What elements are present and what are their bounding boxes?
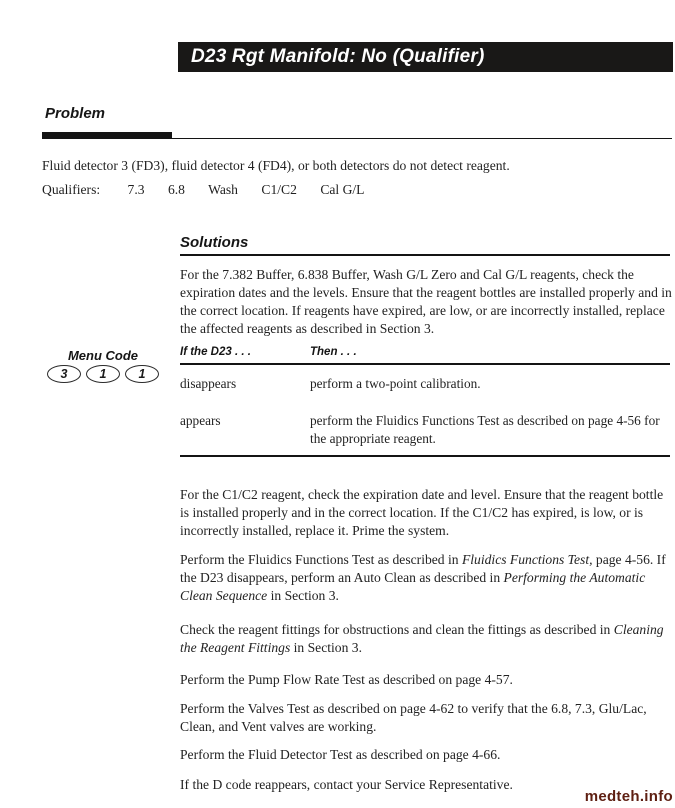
table-row-if-cell: disappears — [180, 376, 237, 391]
menu-key-oval — [47, 365, 81, 383]
menu-key-oval — [86, 365, 120, 383]
table-bottom-rule — [180, 455, 670, 457]
decision-table — [180, 344, 670, 459]
paragraph-service-representative: If the D code reappears, contact your Service Representative. — [180, 777, 513, 792]
qualifier-value: Cal G/L — [320, 182, 365, 197]
qualifier-value: Wash — [208, 182, 238, 197]
paragraph-pump-flow-rate: Perform the Pump Flow Rate Test as described on page 4-57. — [180, 672, 513, 687]
qualifiers-label: Qualifiers: — [42, 182, 101, 197]
menu-key-digit: 1 — [99, 366, 107, 381]
problem-description: Fluid detector 3 (FD3), fluid detector 4 (FD4), or both detectors do not detect reagent. — [42, 158, 510, 173]
paragraph-buffer-reagents: For the 7.382 Buffer, 6.838 Buffer, Wash G/L Zero and Cal G/L reagents, check the expiration dates and the levels. Ensure that the reagent bottles are installed properly and in the correct location. If reagents have expired, are low, or are incorrectly installed, replace the affected reagents as described in Section 3. — [180, 267, 672, 336]
qualifier-value: 6.8 — [167, 182, 185, 197]
text-segment-italic: Cleaning the Reagent Fittings — [180, 622, 664, 655]
text-segment: Perform the Fluidics Functions Test as described in — [180, 552, 462, 567]
table-row-then-cell: perform a two-point calibration. — [310, 376, 481, 391]
menu-key-oval — [125, 365, 159, 383]
table-row-if-cell: appears — [180, 413, 221, 428]
table-header-rule — [180, 363, 670, 365]
text-segment: Check the reagent fittings for obstructions and clean the fittings as described in — [180, 622, 614, 637]
qualifier-value: 7.3 — [127, 182, 145, 197]
problem-heading: Problem — [45, 105, 106, 122]
text-segment-italic: Performing the Automatic Clean Sequence — [180, 570, 646, 603]
solutions-heading-rule — [180, 254, 670, 256]
rule-thin-segment — [42, 138, 672, 140]
qualifiers-line — [42, 182, 385, 198]
solutions-heading: Solutions — [180, 234, 249, 251]
paragraph-reagent-fittings — [180, 621, 672, 657]
menu-key-digit: 3 — [60, 366, 68, 381]
paragraph-fluid-detector-test: Perform the Fluid Detector Test as described on page 4-66. — [180, 747, 501, 762]
text-segment: in Section 3. — [290, 640, 362, 655]
menu-code-block — [47, 348, 159, 383]
paragraph-valves-test: Perform the Valves Test as described on page 4-62 to verify that the 6.8, 7.3, Glu/Lac, Clean, and Vent valves are working. — [180, 701, 647, 734]
text-segment: in Section 3. — [267, 588, 339, 603]
text-segment: page 4-56. If the D23 disappears, perform an Auto Clean as described in — [180, 552, 666, 585]
menu-code-keys — [47, 365, 159, 383]
text-segment-italic: Fluidics Functions Test, — [461, 552, 593, 567]
menu-key-digit: 1 — [138, 366, 146, 381]
page-title: D23 Rgt Manifold: No (Qualifier) — [191, 46, 485, 67]
table-col-header-if: If the D23 . . . — [180, 346, 251, 358]
table-col-header-then: Then . . . — [310, 346, 357, 358]
problem-heading-rule — [42, 132, 672, 139]
watermark-medteh-info: medteh.info — [584, 788, 673, 805]
page-title-bar — [178, 42, 673, 72]
paragraph-fluidics-test — [180, 551, 672, 605]
qualifier-value: C1/C2 — [261, 182, 297, 197]
table-row-then-cell: perform the Fluidics Functions Test as described on page 4-56 for the appropriate reagent. — [310, 413, 660, 446]
menu-code-label: Menu Code — [67, 348, 139, 363]
paragraph-c1c2-reagent: For the C1/C2 reagent, check the expiration date and level. Ensure that the reagent bottle is installed properly and in the correct location. If the C1/C2 has expired, is low, or is incorrectly installed, replace it. Prime the system. — [180, 487, 664, 538]
